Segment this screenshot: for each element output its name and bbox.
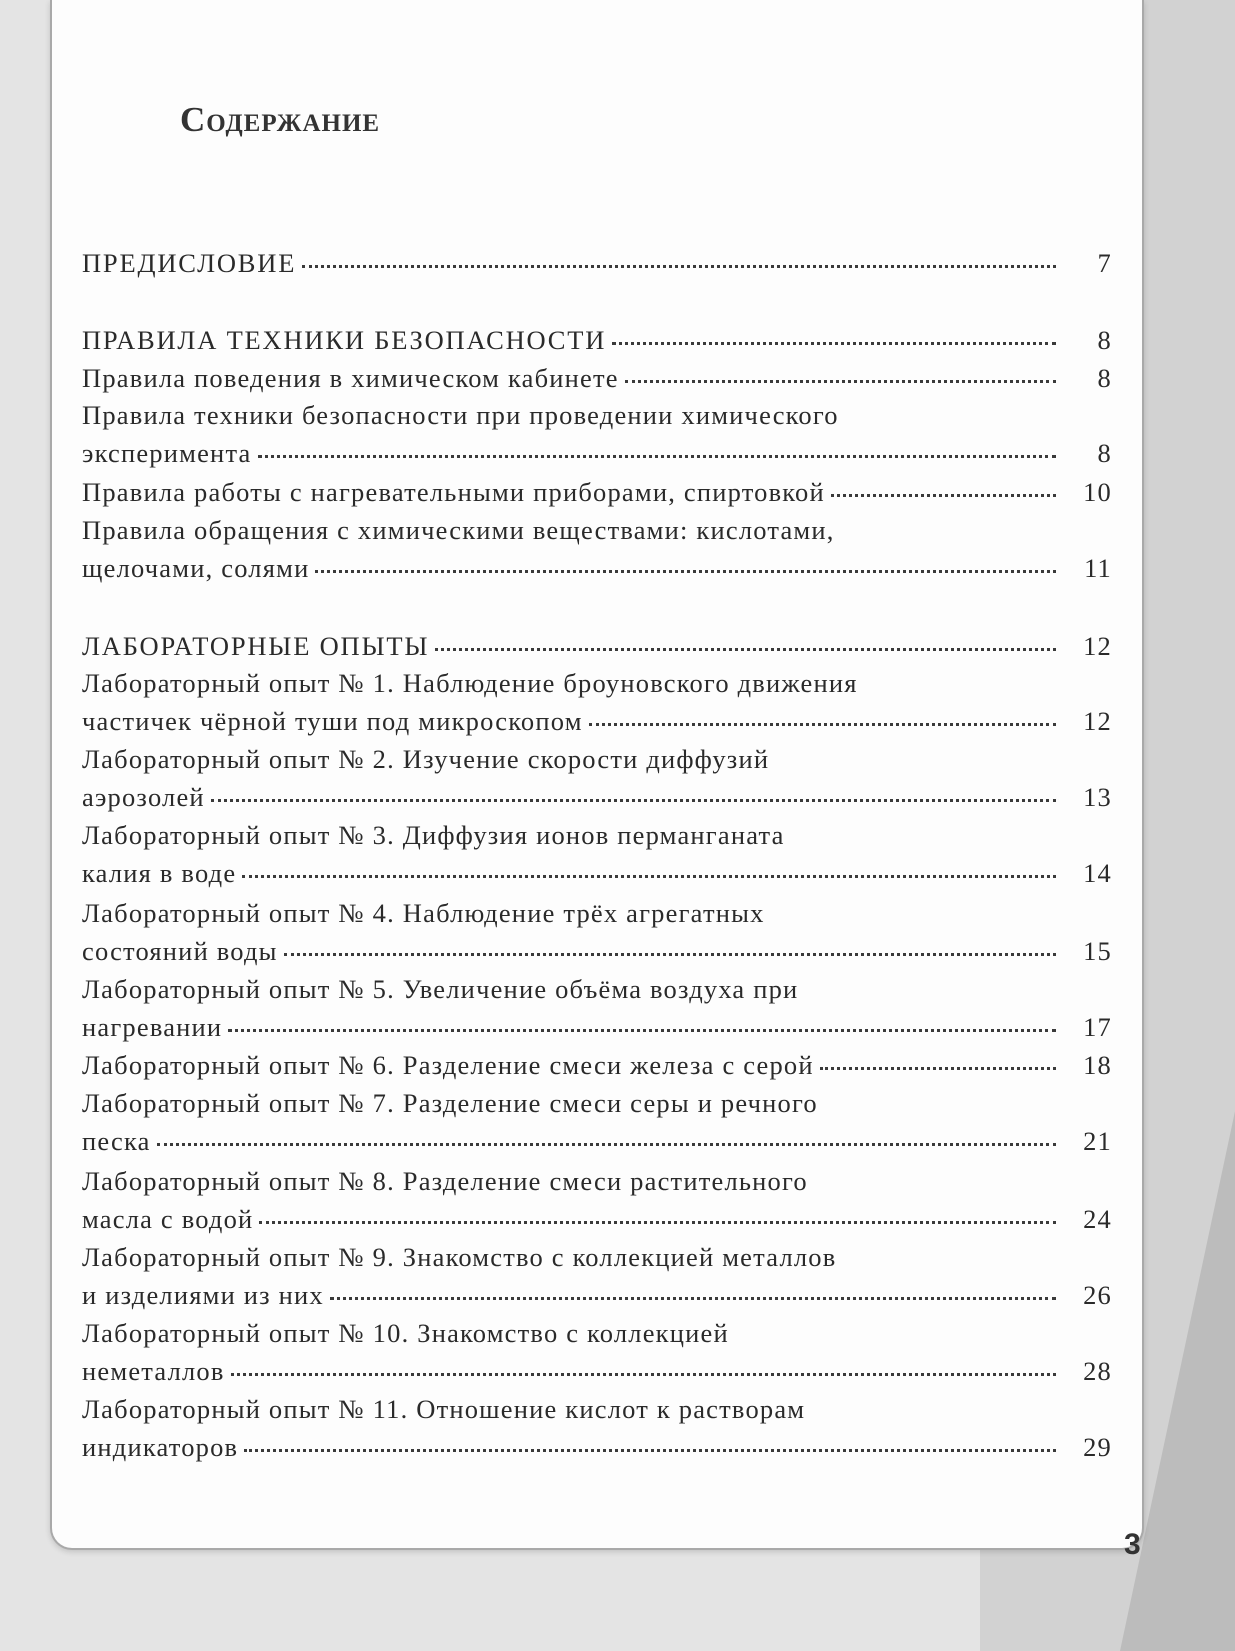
toc-entry-row xyxy=(82,1356,1112,1387)
toc-entry-title: состояний воды xyxy=(82,936,278,966)
toc-entry-title-line: Правила техники безопасности при проведении химического xyxy=(82,400,839,430)
dot-leader xyxy=(244,1449,1056,1452)
toc-entry-title: щелочами, солями xyxy=(82,553,310,583)
toc-entry-title: Лабораторный опыт № 6. Разделение смеси железа с серой xyxy=(82,1050,814,1080)
toc-entry-title-line: Лабораторный опыт № 3. Диффузия ионов перманганата xyxy=(82,820,785,850)
dot-leader xyxy=(242,875,1056,878)
dot-leader xyxy=(228,1029,1056,1032)
toc-entry-title: аэрозолей xyxy=(82,782,205,812)
dot-leader xyxy=(589,723,1056,726)
toc-page-number: 24 xyxy=(1083,1204,1112,1234)
toc-entry-title-line: Лабораторный опыт № 9. Знакомство с коллекцией металлов xyxy=(82,1242,837,1272)
page-number: 3 xyxy=(1124,1528,1141,1561)
toc-entry-row xyxy=(82,631,1112,662)
toc-page-number: 8 xyxy=(1097,438,1112,468)
toc-entry-title: эксперимента xyxy=(82,438,252,468)
toc-page-number: 14 xyxy=(1083,858,1112,888)
toc-entry-title-line: Лабораторный опыт № 10. Знакомство с коллекцией xyxy=(82,1318,729,1348)
toc-entry-title: частичек чёрной туши под микроскопом xyxy=(82,706,583,736)
toc-entry-row xyxy=(82,936,1112,967)
toc-entry-row xyxy=(82,325,1112,356)
toc-entry-title-line: Лабораторный опыт № 2. Изучение скорости диффузий xyxy=(82,744,770,774)
toc-page-number: 12 xyxy=(1083,706,1112,736)
dot-leader xyxy=(231,1373,1056,1376)
dot-leader xyxy=(284,953,1056,956)
toc-entry-row xyxy=(82,858,1112,889)
toc-entry-row xyxy=(82,1126,1112,1157)
toc-entry-row xyxy=(82,363,1112,394)
toc-entry-row xyxy=(82,706,1112,737)
toc-entry-title-line: Лабораторный опыт № 8. Разделение смеси растительного xyxy=(82,1166,808,1196)
toc-page-number: 29 xyxy=(1083,1432,1112,1462)
toc-entry-title: песка xyxy=(82,1126,151,1156)
dot-leader xyxy=(315,570,1056,573)
toc-entry-title-line: Правила обращения с химическими веществами: кислотами, xyxy=(82,515,835,545)
toc-entry-row xyxy=(82,248,1112,279)
toc-entry-row xyxy=(82,553,1112,584)
toc-entry-title: Правила поведения в химическом кабинете xyxy=(82,363,619,393)
dot-leader xyxy=(157,1143,1056,1146)
toc-page-number: 28 xyxy=(1083,1356,1112,1386)
toc-entry-row xyxy=(82,477,1112,508)
toc-entry-title: ЛАБОРАТОРНЫЕ ОПЫТЫ xyxy=(82,631,430,661)
toc-entry-row xyxy=(82,1050,1112,1081)
table-of-contents xyxy=(82,0,1112,1548)
toc-entry-title: масла с водой xyxy=(82,1204,254,1234)
toc-entry-title: ПРЕДИСЛОВИЕ xyxy=(82,248,297,278)
toc-entry-title: нагревании xyxy=(82,1012,223,1042)
toc-page-number: 12 xyxy=(1083,631,1112,661)
toc-entry-title: и изделиями из них xyxy=(82,1280,324,1310)
dot-leader xyxy=(258,455,1056,458)
toc-page-number: 8 xyxy=(1097,325,1112,355)
toc-entry-row xyxy=(82,782,1112,813)
toc-page-number: 21 xyxy=(1083,1126,1112,1156)
toc-entry-title-line: Лабораторный опыт № 5. Увеличение объёма воздуха при xyxy=(82,974,799,1004)
toc-entry-title: индикаторов xyxy=(82,1432,239,1462)
dot-leader xyxy=(831,494,1056,497)
toc-page-number: 13 xyxy=(1083,782,1112,812)
toc-entry-title-line: Лабораторный опыт № 11. Отношение кислот к растворам xyxy=(82,1394,806,1424)
dot-leader xyxy=(211,799,1056,802)
toc-entry-row xyxy=(82,438,1112,469)
toc-page-number: 11 xyxy=(1084,553,1112,583)
toc-page-number: 8 xyxy=(1097,363,1112,393)
toc-entry-title-line: Лабораторный опыт № 7. Разделение смеси серы и речного xyxy=(82,1088,818,1118)
toc-entry-row xyxy=(82,1012,1112,1043)
dot-leader xyxy=(435,648,1056,651)
toc-entry-row xyxy=(82,1432,1112,1463)
toc-entry-title-line: Лабораторный опыт № 4. Наблюдение трёх агрегатных xyxy=(82,898,765,928)
toc-entry-title-line: Лабораторный опыт № 1. Наблюдение броуновского движения xyxy=(82,668,858,698)
toc-page-number: 18 xyxy=(1083,1050,1112,1080)
dot-leader xyxy=(625,380,1056,383)
toc-entry-title: ПРАВИЛА ТЕХНИКИ БЕЗОПАСНОСТИ xyxy=(82,325,607,355)
toc-page-number: 17 xyxy=(1083,1012,1112,1042)
toc-page-number: 10 xyxy=(1083,477,1112,507)
dot-leader xyxy=(302,265,1056,268)
toc-page-number: 26 xyxy=(1083,1280,1112,1310)
toc-page-number: 15 xyxy=(1083,936,1112,966)
toc-entry-row xyxy=(82,1280,1112,1311)
toc-page-number: 7 xyxy=(1097,248,1112,278)
dot-leader xyxy=(330,1297,1056,1300)
dot-leader xyxy=(612,342,1056,345)
toc-entry-title: Правила работы с нагревательными приборами, спиртовкой xyxy=(82,477,825,507)
toc-entry-title: неметаллов xyxy=(82,1356,225,1386)
dot-leader xyxy=(259,1221,1056,1224)
toc-entry-title: калия в воде xyxy=(82,858,237,888)
toc-entry-row xyxy=(82,1204,1112,1235)
page-title: Содержание xyxy=(180,100,381,139)
dot-leader xyxy=(820,1067,1056,1070)
